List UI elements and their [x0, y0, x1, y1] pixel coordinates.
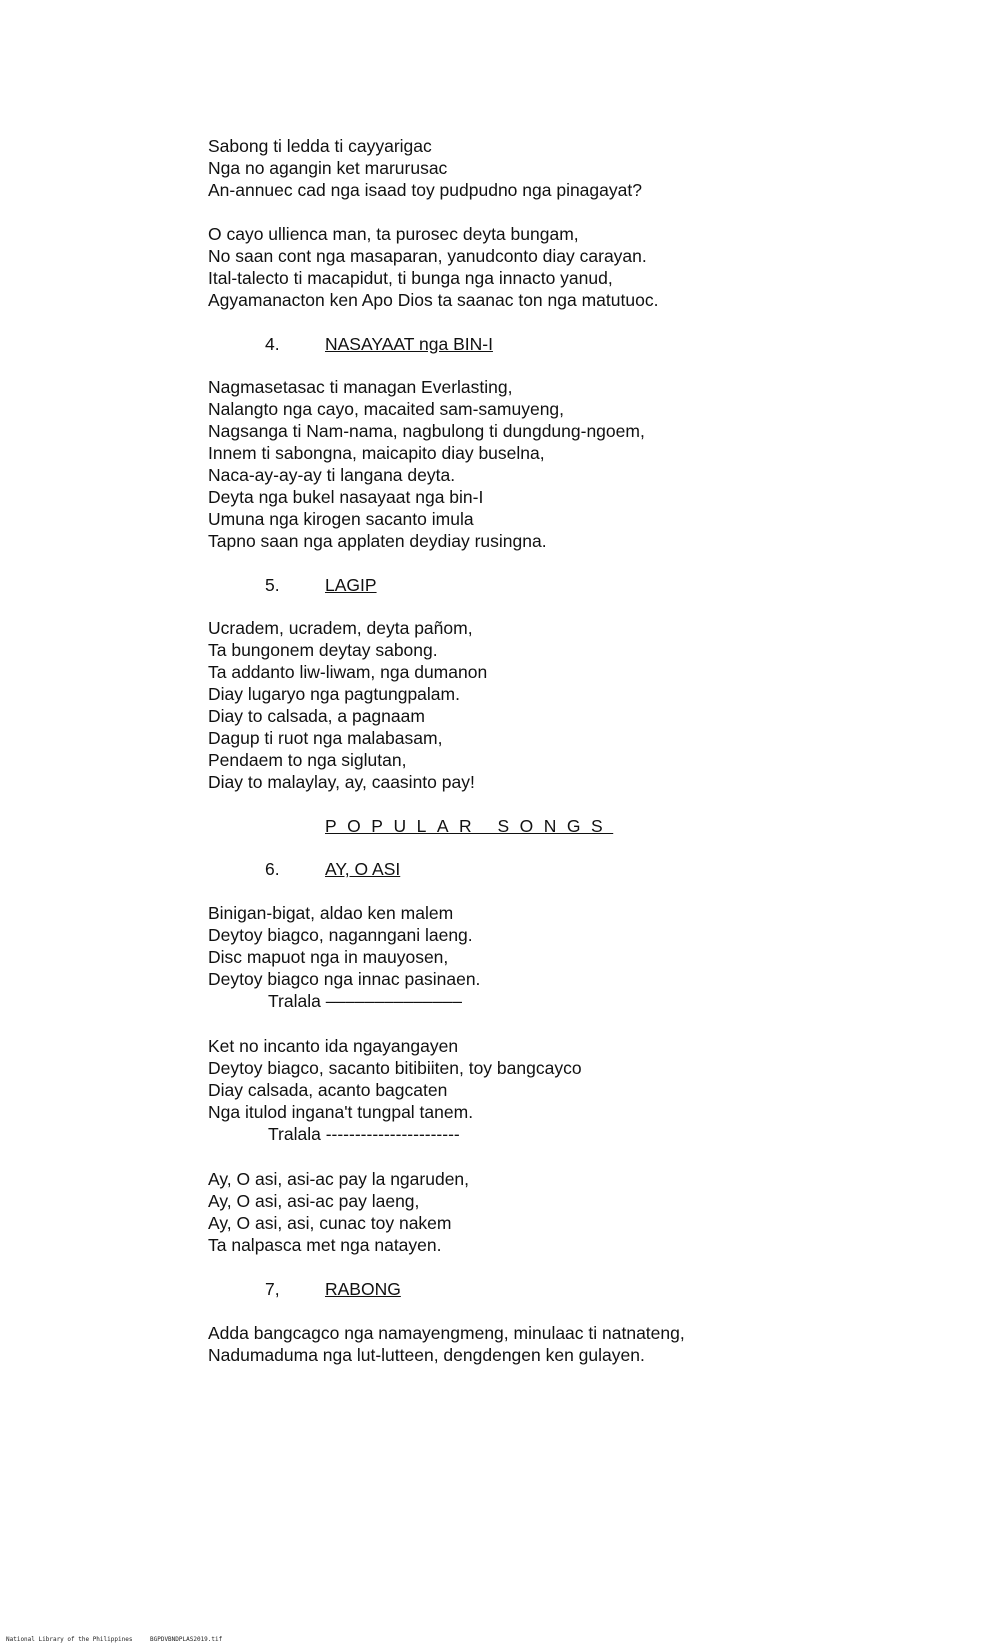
text-line: Ket no incanto ida ngayangayen — [208, 1036, 459, 1056]
text-line: Dagup ti ruot nga malabasam, — [208, 728, 443, 748]
text-line: Ay, O asi, asi, cunac toy nakem — [208, 1213, 452, 1233]
footer-file-label: BGPDVBNDPLAS2019.tif — [150, 1636, 223, 1643]
text-line: Adda bangcagco nga namayengmeng, minulaac ti natnateng, — [208, 1323, 685, 1343]
text-line: Sabong ti ledda ti cayyarigac — [208, 136, 432, 156]
text-line: Nga no agangin ket marurusac — [208, 158, 448, 178]
text-line: Ital-talecto ti macapidut, ti bunga nga innacto yanud, — [208, 268, 613, 288]
text-line: Deytoy biagco, naganngani laeng. — [208, 925, 473, 945]
text-line: Nga itulod ingana't tungpal tanem. — [208, 1102, 474, 1122]
footer-library-label: National Library of the Philippines — [6, 1636, 133, 1643]
text-line: Nalangto nga cayo, macaited sam-samuyeng, — [208, 399, 565, 419]
text-line: Umuna nga kirogen sacanto imula — [208, 509, 474, 529]
poem-number: 5. — [265, 575, 280, 595]
text-line: Binigan-bigat, aldao ken malem — [208, 903, 454, 923]
text-line: Diay to calsada, a pagnaam — [208, 706, 425, 726]
text-line: No saan cont nga masaparan, yanudconto diay carayan. — [208, 246, 647, 266]
poem-title: NASAYAAT nga BIN-I — [325, 334, 493, 354]
text-line: Ay, O asi, asi-ac pay la ngaruden, — [208, 1169, 470, 1189]
text-line: Deytoy biagco, sacanto bitibiiten, toy bangcayco — [208, 1058, 582, 1078]
text-line: Ta addanto liw-liwam, nga dumanon — [208, 662, 488, 682]
text-line: Deytoy biagco nga innac pasinaen. — [208, 969, 481, 989]
refrain-line: Tralala –––––––––––––– — [268, 991, 462, 1011]
text-line: Ta nalpasca met nga natayen. — [208, 1235, 442, 1255]
text-line: Ay, O asi, asi-ac pay laeng, — [208, 1191, 420, 1211]
poem-number: 4. — [265, 334, 280, 354]
song-number: 6. — [265, 859, 280, 879]
song-title: RABONG — [325, 1279, 401, 1299]
refrain-line: Tralala ----------------------- — [268, 1124, 460, 1144]
text-line: Agyamanacton ken Apo Dios ta saanac ton nga matutuoc. — [208, 290, 659, 310]
text-line: Diay to malaylay, ay, caasinto pay! — [208, 772, 475, 792]
text-line: Pendaem to nga siglutan, — [208, 750, 407, 770]
song-title: AY, O ASI — [325, 859, 401, 879]
text-line: O cayo ullienca man, ta purosec deyta bungam, — [208, 224, 579, 244]
text-line: An-annuec cad nga isaad toy pudpudno nga pinagayat? — [208, 180, 642, 200]
text-line: Tapno saan nga applaten deydiay rusingna. — [208, 531, 547, 551]
text-line: Naca-ay-ay-ay ti langana deyta. — [208, 465, 456, 485]
text-line: Nagsanga ti Nam-nama, nagbulong ti dungdung-ngoem, — [208, 421, 645, 441]
text-line: Deyta nga bukel nasayaat nga bin-I — [208, 487, 484, 507]
text-line: Disc mapuot nga in mauyosen, — [208, 947, 449, 967]
poem-title: LAGIP — [325, 575, 377, 595]
text-line: Nagmasetasac ti managan Everlasting, — [208, 377, 513, 397]
text-line: Diay lugaryo nga pagtungpalam. — [208, 684, 460, 704]
song-number: 7, — [265, 1279, 280, 1299]
text-line: Ucradem, ucradem, deyta pañom, — [208, 618, 473, 638]
section-heading: POPULAR SONGS — [325, 816, 614, 836]
text-line: Nadumaduma nga lut-lutteen, dengdengen ken gulayen. — [208, 1345, 645, 1365]
text-line: Diay calsada, acanto bagcaten — [208, 1080, 448, 1100]
text-line: Innem ti sabongna, maicapito diay buselna, — [208, 443, 545, 463]
text-line: Ta bungonem deytay sabong. — [208, 640, 438, 660]
